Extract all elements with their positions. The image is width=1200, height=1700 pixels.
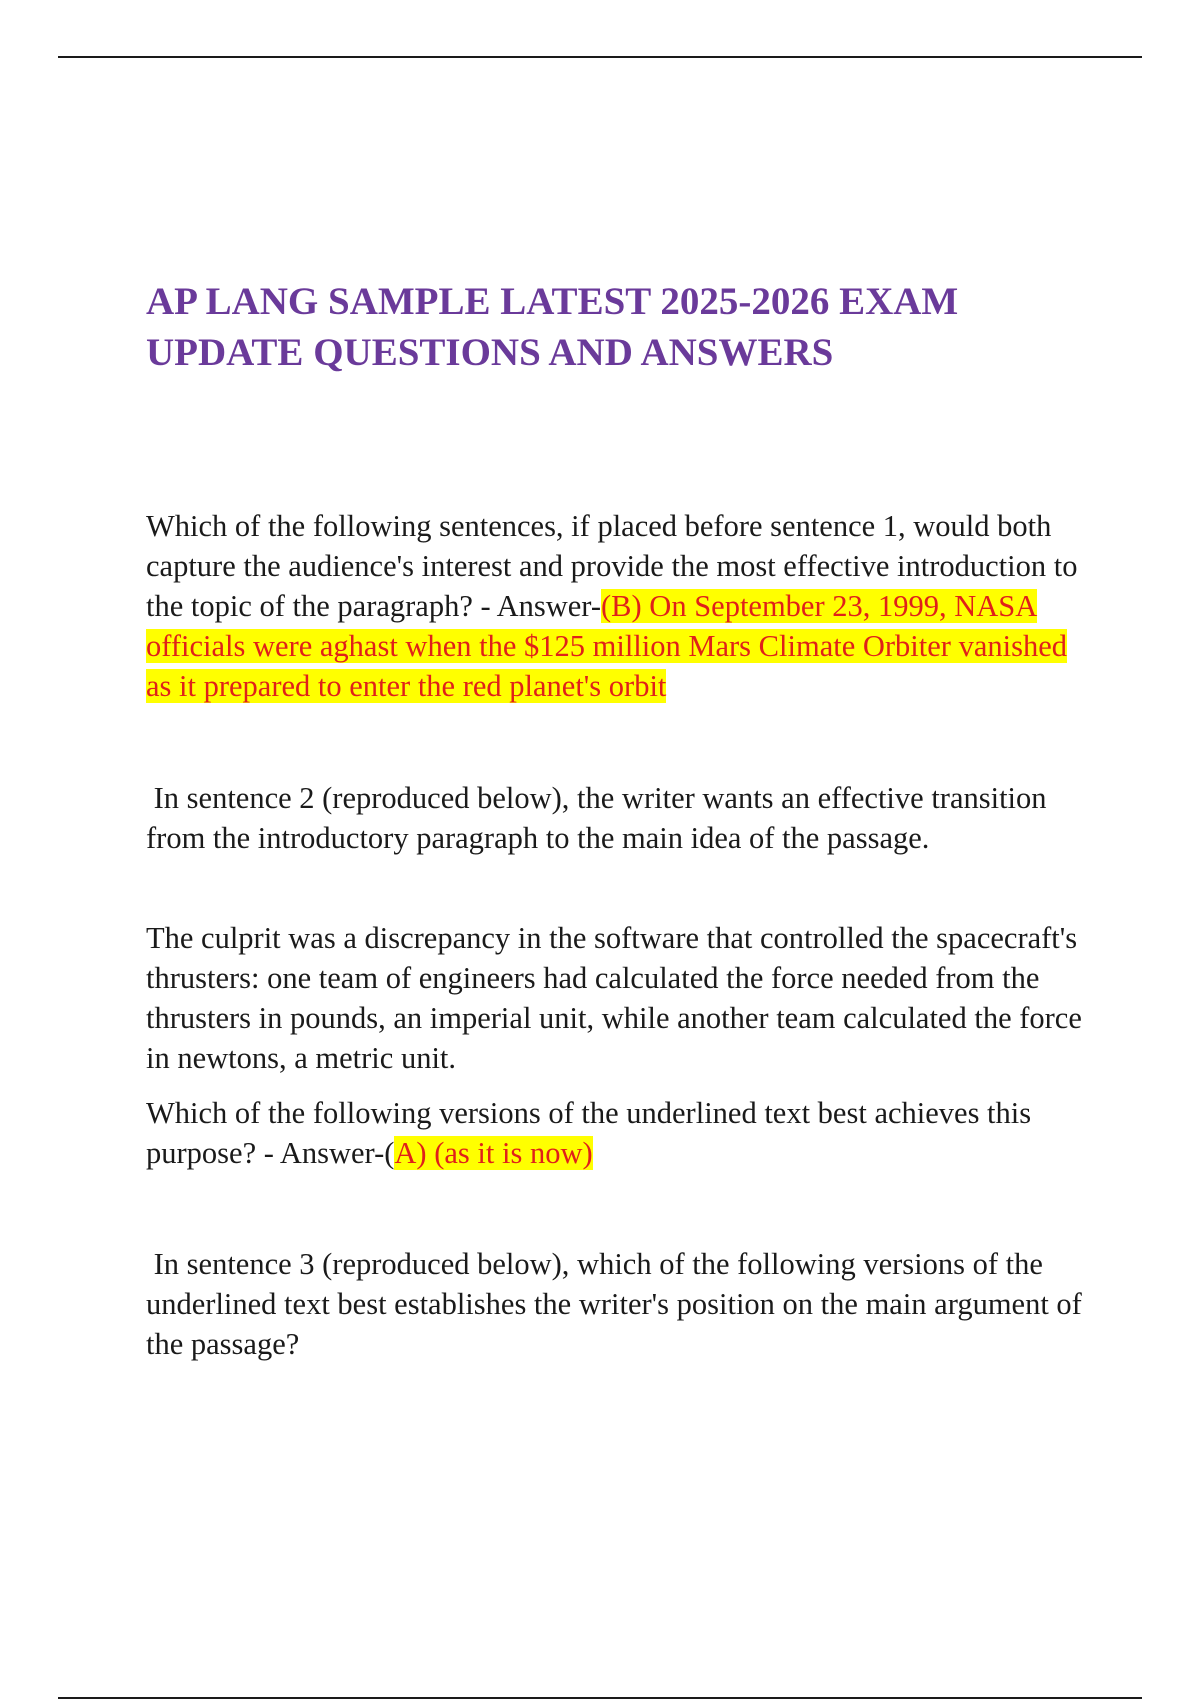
document-title: AP LANG SAMPLE LATEST 2025-2026 EXAM UPDATE QUESTIONS AND ANSWERS xyxy=(146,280,959,374)
question-2-prompt-text: In sentence 2 (reproduced below), the writer wants an effective transition from the introductory paragraph to the main idea of the passage. xyxy=(146,781,1047,855)
question-1-text: Which of the following sentences, if placed before sentence 1, would both capture the audience's interest and provide the most effective introduction to the topic of the paragraph? - Answer- xyxy=(146,509,1078,623)
question-2-answer: A) (as it is now) xyxy=(394,1136,593,1170)
question-2-prompt xyxy=(146,778,1086,858)
question-1 xyxy=(146,506,1086,706)
question-3-prompt xyxy=(146,1244,1086,1364)
question-3-prompt-text: In sentence 3 (reproduced below), which of the following versions of the underlined text best establishes the writer's position on the main argument of the passage? xyxy=(146,1247,1082,1361)
bottom-rule xyxy=(58,1697,1142,1699)
question-2-sentence: The culprit was a discrepancy in the software that controlled the spacecraft's thrusters: one team of engineers had calculated the force needed from the thrusters in pounds, an imperial unit, while another team calculated the force in newtons, a metric unit. xyxy=(146,921,1082,1075)
question-2-text: Which of the following versions of the underlined text best achieves this purpose? - Answer-( xyxy=(146,1096,1032,1170)
top-rule xyxy=(58,56,1142,58)
question-1-answer: (B) On September 23, 1999, NASA officials were aghast when the $125 million Mars Climate Orbiter vanished as it prepared to enter the red planet's orbit xyxy=(146,589,1067,703)
question-2 xyxy=(146,1093,1086,1173)
